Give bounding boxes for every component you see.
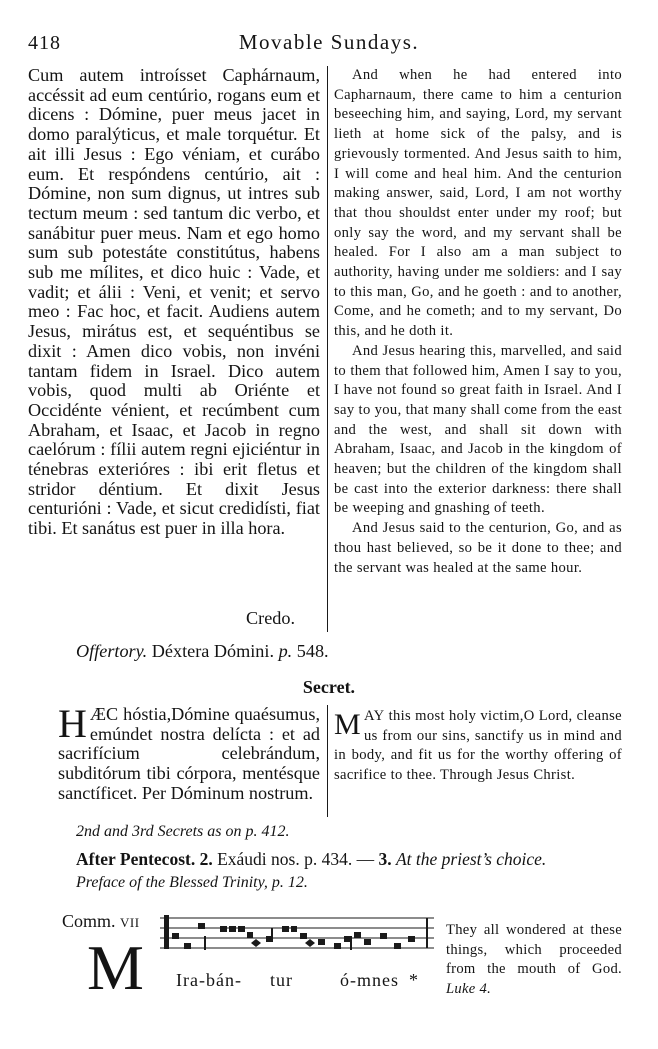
chant-asterisk: *	[409, 970, 419, 990]
secret-latin-lead: ÆC	[89, 704, 119, 724]
neume	[380, 933, 387, 939]
after-text: Exáudi nos.	[217, 849, 300, 869]
gospel-latin-text: Cum autem introísset Caphárnaum, accéssit ad eum centúrio, rogans eum et dicens : Dómine, puer meus jacet in domo paralýticus, et male torquétur. Et ait illi Jesus : Ego véniam, et curábo eum. Et respóndens centúrio, ait : Dómine, non sum dignus, ut intres sub tectum meum : sed tantum dic verbo, et sanábitur puer meus. Nam et ego homo sum sub potestáte constitútus, habens sub me mílites, et dico huic : Vade, et vadit; et álii : Veni, et venit; et servo meo : Fac hoc, et facit. Audiens autem Jesus, mirátus est, et sequéntibus se dixit : Amen dico vobis, non invéni tantam fidem in Israel. Dico autem vobis, quod multi ab Oriénte et Occidénte vénient, et recúmbent cum Abraham, et Isaac, et Jacob in regno caelórum : fílii autem regni ejiciéntur in ténebras exterióres : ibi erit fletus et stridor déntium. Et dixit Jesus centurióni : Vade, et sicut credidísti, fiat tibi. Et sanátus est puer in illa hora.	[28, 65, 320, 539]
communion-english-text: They all wondered at these things, which proceeded from the mouth of God.	[446, 922, 622, 978]
neume-stem	[350, 936, 352, 950]
neume	[184, 943, 191, 949]
neumes	[164, 915, 428, 950]
neume-stem	[204, 936, 206, 950]
neume-rhombus	[251, 939, 261, 947]
secret-divider	[327, 705, 328, 817]
column-divider	[327, 66, 328, 632]
credo-label: Credo.	[246, 608, 295, 628]
secret-english	[334, 707, 622, 786]
communion-initial: M	[87, 932, 144, 1003]
neume	[408, 936, 415, 942]
neume	[238, 926, 245, 932]
communion-label-group	[62, 911, 140, 932]
secret-english-lead: AY	[364, 708, 385, 724]
communion-mode: VII	[120, 915, 140, 930]
offertory-text: Déxtera Dómini.	[151, 641, 275, 661]
neume	[364, 939, 371, 945]
offertory-label: Offertory.	[76, 641, 148, 661]
chant-syllable: Ira-bán-	[176, 970, 242, 990]
secret-heading: Secret.	[302, 677, 356, 697]
chant-staff	[158, 912, 436, 968]
neume	[394, 943, 401, 949]
gospel-english	[334, 66, 622, 578]
offertory-line	[76, 641, 329, 662]
gospel-latin	[28, 66, 320, 539]
page-header	[28, 28, 630, 56]
after-pentecost-label: After Pentecost.	[76, 849, 196, 869]
after-choice: At the priest’s choice.	[395, 849, 547, 869]
neume	[198, 923, 205, 929]
gospel-english-p2: And Jesus hearing this, marvelled, and said to them that followed him, Amen I say to you, I have not found so great faith in Israel. And I say to you, that many shall come from the east and the west, and shall sit down with Abraham, Isaac, and Jacob in the kingdom of heaven; but the children of the kingdom shall be cast into the exterior darkness: there shall be weeping and gnashing of teeth.	[334, 342, 622, 517]
running-title: Movable Sundays.	[238, 30, 420, 54]
secret-latin-initial: H	[58, 701, 87, 746]
neume	[334, 943, 341, 949]
neume	[220, 926, 227, 932]
preface-note: Preface of the Blessed Trinity, p. 12.	[76, 874, 308, 891]
communion-english	[446, 921, 622, 1000]
neume	[300, 933, 307, 939]
neume	[354, 932, 361, 938]
bar-line	[426, 918, 428, 948]
clef-mark	[164, 915, 169, 949]
secret-english-initial: M	[334, 708, 362, 741]
gospel-english-p1: And when he had entered into Capharnaum, there came to him a centurion beseeching him, and saying, Lord, my servant lieth at home sick of the palsy, and is grievously tormented. And Jesus saith to him, I will come and heal him. And the centurion making answer, said, Lord, I am not worthy that thou shouldst enter under my roof; but only say the word, and my servant shall be healed. For I also am a man subject to authority, having under me soldiers: and I say to this man, Go, and he goeth : and to another, Come, and he cometh; and to my servant, Do this, and he doth it.	[334, 67, 622, 340]
chant-syllable: tur	[270, 970, 293, 990]
neume	[344, 936, 351, 942]
neume	[172, 933, 179, 939]
communion-reference: Luke 4.	[446, 981, 492, 998]
offertory-p: p.	[278, 641, 293, 661]
after-pentecost-line	[76, 849, 546, 870]
secret-latin	[58, 701, 320, 804]
neume-rhombus	[305, 939, 315, 947]
secret-latin-text: hóstia,Dómine quaésumus, emúndet nostra delícta : et ad sacrifícium celebrándum, subditórum tibi córpora, mentésque sanctíficet. Per Dóminum nostrum.	[58, 704, 320, 803]
secret-english-text: this most holy victim,O Lord, cleanse us from our sins, sanctify us in mind and in body, and fit us for the worthy offering of sacrifice to thee. Through Jesus Christ.	[334, 708, 622, 784]
chant-syllable: ó-mnes	[340, 970, 399, 990]
offertory-page: 548.	[296, 641, 329, 661]
neume	[247, 932, 253, 938]
staff-lines	[160, 918, 434, 948]
after-ref: p. 434. —	[304, 849, 375, 869]
gospel-english-p3: And Jesus said to the centurion, Go, and as thou hast believed, so be it done to thee; and the servant was healed at the same hour.	[334, 520, 622, 576]
neume	[291, 926, 297, 932]
after-num-2: 2.	[199, 849, 213, 869]
second-third-secrets: 2nd and 3rd Secrets as on p. 412.	[76, 823, 290, 840]
neume	[229, 926, 236, 932]
communion-label: Comm.	[62, 911, 116, 931]
neume	[282, 926, 289, 932]
neume	[318, 939, 325, 945]
neume-stem	[271, 928, 273, 942]
page-number: 418	[28, 32, 61, 54]
after-num-3: 3.	[378, 849, 392, 869]
